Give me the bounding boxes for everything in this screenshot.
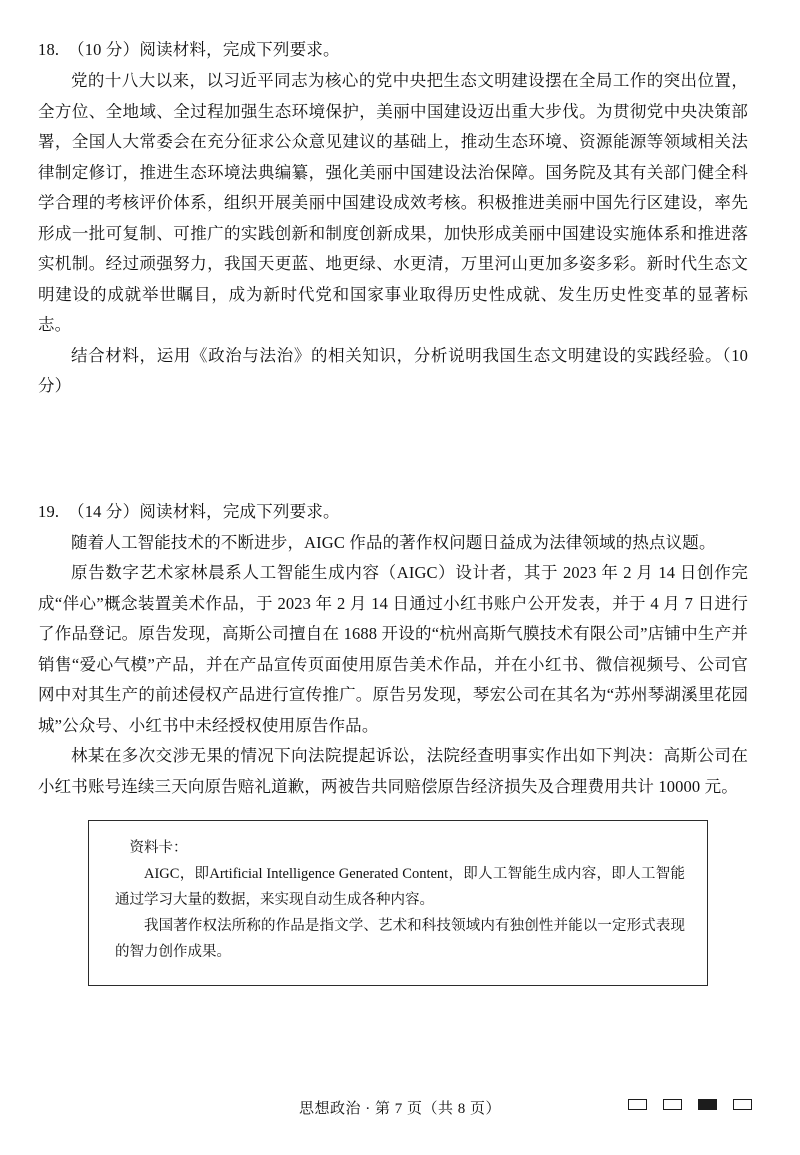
question-19-score: （14 分） — [68, 501, 140, 521]
registration-mark-2 — [663, 1099, 682, 1110]
question-18-prompt: 阅读材料，完成下列要求。 — [139, 40, 340, 59]
info-card-title: 资料卡： — [129, 840, 188, 856]
info-card-line-2: 我国著作权法所称的作品是指文学、艺术和科技领域内有独创性并能以一定形式表现的智力创作成果。 — [115, 918, 685, 960]
question-18-paragraph-1: 党的十八大以来，以习近平同志为核心的党中央把生态文明建设摆在全局工作的突出位置，全方位、全地域、全过程加强生态环境保护，美丽中国建设迈出重大步伐。为贯彻党中央决策部署，全国人大常委会在充分征求公众意见建议的基础上，推动生态环境、资源能源等领域相关法律制定修订，推进生态环境法典编纂，强化美丽中国建设法治保障。国务院及其有关部门健全科学合理的考核评价体系，组织开展美丽中国建设成效考核。积极推进美丽中国先行区建设，率先形成一批可复制、可推广的实践创新和制度创新成果，加快形成美丽中国建设实施体系和推进落实机制。经过顽强努力，我国天更蓝、地更绿、水更清，万里河山更加多姿多彩。新时代生态文明建设的成就举世瞩目，成为新时代党和国家事业取得历史性成就、发生历史性变革的显著标志。 — [38, 71, 748, 334]
question-18-score: （10 分） — [68, 40, 140, 59]
question-18 — [38, 36, 748, 402]
question-19-heading — [38, 498, 748, 526]
question-19-paragraph-1: 随着人工智能技术的不断进步，AIGC 作品的著作权问题日益成为法律领域的热点议题。 — [71, 532, 716, 552]
footer-label: 思想政治 · 第 7 页（共 8 页） — [299, 1101, 501, 1117]
registration-mark-1 — [628, 1099, 647, 1110]
info-card — [88, 820, 708, 986]
question-18-number: 18. — [38, 40, 60, 59]
registration-mark-3 — [698, 1099, 717, 1110]
question-18-heading — [38, 36, 748, 64]
page-footer — [0, 1097, 800, 1119]
info-card-line-1: AIGC，即Artificial Intelligence Generated Content，即人工智能生成内容，即人工智能通过学习大量的数据，来实现自动生成各种内容。 — [115, 866, 685, 908]
question-19-prompt: 阅读材料，完成下列要求。 — [139, 501, 340, 521]
question-19-paragraph-3: 林某在多次交涉无果的情况下向法院提起诉讼，法院经查明事实作出如下判决：高斯公司在小红书账号连续三天向原告赔礼道歉，两被告共同赔偿原告经济损失及合理费用共计 10000 元。 — [38, 746, 748, 796]
question-18-paragraph-2: 结合材料，运用《政治与法治》的相关知识，分析说明我国生态文明建设的实践经验。（10 分） — [38, 345, 748, 395]
registration-marks — [628, 1099, 752, 1110]
question-19 — [38, 498, 748, 987]
question-19-paragraph-2: 原告数字艺术家林晨系人工智能生成内容（AIGC）设计者，其于 2023 年 2 月 14 日创作完成“伴心”概念装置美术作品，于 2023 年 2 月 14 日通过小红书账户公开发表，并于 4 月 7 日进行了作品登记。原告发现，高斯公司擅自在 1688 开设的“杭州高斯气膜技术有限公司”店铺中生产并销售“爱心气模”产品，并在产品宣传页面使用原告美术作品，并在小红书、微信视频号、公司官网中对其生产的前述侵权产品进行宣传推广。原告另发现，琴宏公司在其名为“苏州琴湖溪里花园城”公众号、小红书中未经授权使用原告作品。 — [38, 563, 748, 735]
question-19-number: 19. — [38, 501, 60, 521]
registration-mark-4 — [733, 1099, 752, 1110]
